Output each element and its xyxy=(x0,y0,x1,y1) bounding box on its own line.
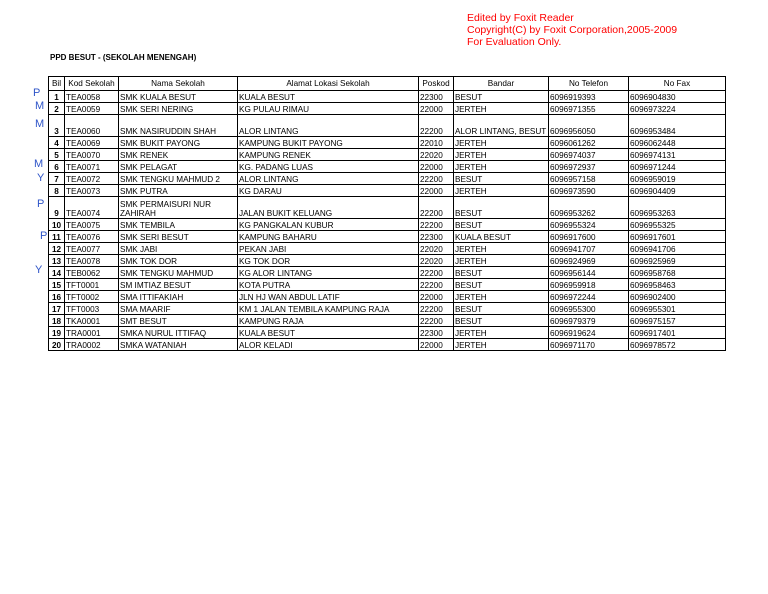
cell-poskod: 22000 xyxy=(419,103,454,115)
cell-no-fax: 6096973224 xyxy=(629,103,726,115)
cell-no-fax: 6096941706 xyxy=(629,243,726,255)
cell-bil: 19 xyxy=(49,327,65,339)
watermark-line: For Evaluation Only. xyxy=(467,36,562,48)
cell-poskod: 22200 xyxy=(419,115,454,137)
table-row xyxy=(49,339,726,351)
header-no-telefon: No Telefon xyxy=(549,77,629,91)
cell-no-fax: 6096955325 xyxy=(629,219,726,231)
cell-nama-sekolah: SMKA NURUL ITTIFAQ xyxy=(119,327,238,339)
table-row xyxy=(49,327,726,339)
cell-bil: 5 xyxy=(49,149,65,161)
table-row xyxy=(49,279,726,291)
cell-alamat: KAMPUNG BAHARU xyxy=(238,231,419,243)
cell-alamat: KG PANGKALAN KUBUR xyxy=(238,219,419,231)
cell-kod-sekolah: TEA0060 xyxy=(65,115,119,137)
cell-alamat: KG PULAU RIMAU xyxy=(238,103,419,115)
header-bandar: Bandar xyxy=(454,77,549,91)
cell-kod-sekolah: TEA0069 xyxy=(65,137,119,149)
cell-poskod: 22200 xyxy=(419,197,454,219)
cell-bandar: BESUT xyxy=(454,219,549,231)
cell-poskod: 22020 xyxy=(419,243,454,255)
cell-nama-sekolah: SMK SERI BESUT xyxy=(119,231,238,243)
cell-alamat: KG. PADANG LUAS xyxy=(238,161,419,173)
cell-poskod: 22200 xyxy=(419,173,454,185)
cell-poskod: 22200 xyxy=(419,315,454,327)
cell-bandar: JERTEH xyxy=(454,243,549,255)
cell-no-fax: 6096904409 xyxy=(629,185,726,197)
side-marker: Y xyxy=(35,264,43,276)
cell-kod-sekolah: TEA0059 xyxy=(65,103,119,115)
cell-bil: 17 xyxy=(49,303,65,315)
cell-no-telefon: 6096919393 xyxy=(549,91,629,103)
cell-no-telefon: 6096957158 xyxy=(549,173,629,185)
cell-alamat: KG DARAU xyxy=(238,185,419,197)
cell-nama-sekolah: SMK TOK DOR xyxy=(119,255,238,267)
cell-bil: 3 xyxy=(49,115,65,137)
table-row xyxy=(49,115,726,137)
cell-no-telefon: 6096924969 xyxy=(549,255,629,267)
cell-alamat: KUALA BESUT xyxy=(238,91,419,103)
table-row xyxy=(49,173,726,185)
cell-bil: 14 xyxy=(49,267,65,279)
cell-bandar: JERTEH xyxy=(454,103,549,115)
cell-poskod: 22200 xyxy=(419,267,454,279)
table-row xyxy=(49,303,726,315)
cell-no-fax: 6096902400 xyxy=(629,291,726,303)
side-marker: P xyxy=(40,230,48,242)
cell-poskod: 22300 xyxy=(419,231,454,243)
table-row xyxy=(49,315,726,327)
cell-no-fax: 6096975157 xyxy=(629,315,726,327)
cell-bandar: JERTEH xyxy=(454,185,549,197)
cell-no-fax: 6096971244 xyxy=(629,161,726,173)
cell-no-fax: 6096978572 xyxy=(629,339,726,351)
cell-kod-sekolah: TEA0070 xyxy=(65,149,119,161)
cell-bil: 2 xyxy=(49,103,65,115)
cell-bandar: JERTEH xyxy=(454,339,549,351)
cell-no-fax: 6096917401 xyxy=(629,327,726,339)
cell-nama-sekolah: SMK NASIRUDDIN SHAH xyxy=(119,115,238,137)
table-row xyxy=(49,103,726,115)
cell-bandar: BESUT xyxy=(454,303,549,315)
cell-no-fax: 6096958768 xyxy=(629,267,726,279)
cell-kod-sekolah: TFT0001 xyxy=(65,279,119,291)
side-marker: M xyxy=(35,100,45,112)
cell-bandar: BESUT xyxy=(454,267,549,279)
cell-no-telefon: 6096953262 xyxy=(549,197,629,219)
cell-bil: 16 xyxy=(49,291,65,303)
cell-poskod: 22300 xyxy=(419,327,454,339)
cell-no-telefon: 6096972244 xyxy=(549,291,629,303)
header-kod-sekolah: Kod Sekolah xyxy=(65,77,119,91)
cell-kod-sekolah: TRA0002 xyxy=(65,339,119,351)
cell-bil: 12 xyxy=(49,243,65,255)
cell-bandar: ALOR LINTANG, BESUT xyxy=(454,115,549,137)
school-table xyxy=(48,76,726,351)
header-alamat: Alamat Lokasi Sekolah xyxy=(238,77,419,91)
cell-nama-sekolah: SMK RENEK xyxy=(119,149,238,161)
cell-no-telefon: 6096971170 xyxy=(549,339,629,351)
cell-kod-sekolah: TFT0003 xyxy=(65,303,119,315)
side-marker: M xyxy=(35,118,45,130)
cell-kod-sekolah: TEA0077 xyxy=(65,243,119,255)
cell-alamat: KAMPUNG BUKIT PAYONG xyxy=(238,137,419,149)
cell-poskod: 22200 xyxy=(419,219,454,231)
watermark-line: Edited by Foxit Reader xyxy=(467,12,574,24)
cell-nama-sekolah: SMK TENGKU MAHMUD xyxy=(119,267,238,279)
cell-bandar: JERTEH xyxy=(454,255,549,267)
cell-no-fax: 6096925969 xyxy=(629,255,726,267)
cell-bil: 9 xyxy=(49,197,65,219)
cell-alamat: JLN HJ WAN ABDUL LATIF xyxy=(238,291,419,303)
cell-no-telefon: 6096956050 xyxy=(549,115,629,137)
cell-no-fax: 6096974131 xyxy=(629,149,726,161)
cell-no-telefon: 6096971355 xyxy=(549,103,629,115)
table-row xyxy=(49,197,726,219)
cell-bil: 11 xyxy=(49,231,65,243)
table-row xyxy=(49,291,726,303)
cell-kod-sekolah: TEA0078 xyxy=(65,255,119,267)
cell-nama-sekolah: SMK PELAGAT xyxy=(119,161,238,173)
side-marker: P xyxy=(37,198,45,210)
cell-poskod: 22000 xyxy=(419,161,454,173)
cell-kod-sekolah: TEA0058 xyxy=(65,91,119,103)
table-row xyxy=(49,267,726,279)
cell-no-telefon: 6096973590 xyxy=(549,185,629,197)
cell-poskod: 22010 xyxy=(419,137,454,149)
cell-nama-sekolah: SMK TENGKU MAHMUD 2 xyxy=(119,173,238,185)
cell-no-fax: 6096904830 xyxy=(629,91,726,103)
cell-bil: 20 xyxy=(49,339,65,351)
cell-bandar: JERTEH xyxy=(454,291,549,303)
cell-no-fax: 6096958463 xyxy=(629,279,726,291)
cell-alamat: ALOR LINTANG xyxy=(238,173,419,185)
table-row xyxy=(49,91,726,103)
cell-poskod: 22020 xyxy=(419,255,454,267)
cell-no-fax: 6096953263 xyxy=(629,197,726,219)
cell-kod-sekolah: TEA0076 xyxy=(65,231,119,243)
cell-bandar: KUALA BESUT xyxy=(454,231,549,243)
cell-kod-sekolah: TEA0072 xyxy=(65,173,119,185)
cell-kod-sekolah: TRA0001 xyxy=(65,327,119,339)
cell-poskod: 22300 xyxy=(419,91,454,103)
header-no-fax: No Fax xyxy=(629,77,726,91)
cell-no-fax: 6096917601 xyxy=(629,231,726,243)
cell-nama-sekolah: SMK BUKIT PAYONG xyxy=(119,137,238,149)
cell-nama-sekolah: SMK PUTRA xyxy=(119,185,238,197)
cell-kod-sekolah: TEA0073 xyxy=(65,185,119,197)
cell-no-fax: 6096062448 xyxy=(629,137,726,149)
cell-poskod: 22200 xyxy=(419,279,454,291)
cell-bil: 10 xyxy=(49,219,65,231)
side-marker: Y xyxy=(37,172,45,184)
cell-no-fax: 6096959019 xyxy=(629,173,726,185)
cell-bandar: BESUT xyxy=(454,197,549,219)
cell-alamat: JALAN BUKIT KELUANG xyxy=(238,197,419,219)
cell-bandar: JERTEH xyxy=(454,161,549,173)
cell-nama-sekolah: SMA MAARIF xyxy=(119,303,238,315)
cell-no-fax: 6096953484 xyxy=(629,115,726,137)
document-title: PPD BESUT - (SEKOLAH MENENGAH) xyxy=(50,53,197,62)
cell-kod-sekolah: TEA0071 xyxy=(65,161,119,173)
cell-no-telefon: 6096972937 xyxy=(549,161,629,173)
cell-poskod: 22000 xyxy=(419,291,454,303)
cell-alamat: KM 1 JALAN TEMBILA KAMPUNG RAJA xyxy=(238,303,419,315)
cell-poskod: 22000 xyxy=(419,185,454,197)
side-marker: M xyxy=(34,158,44,170)
cell-nama-sekolah: SMK SERI NERING xyxy=(119,103,238,115)
header-bil: Bil xyxy=(49,77,65,91)
cell-alamat: ALOR LINTANG xyxy=(238,115,419,137)
table-row xyxy=(49,137,726,149)
cell-bil: 4 xyxy=(49,137,65,149)
cell-alamat: KG ALOR LINTANG xyxy=(238,267,419,279)
cell-bandar: BESUT xyxy=(454,173,549,185)
table-row xyxy=(49,243,726,255)
cell-alamat: KAMPUNG RENEK xyxy=(238,149,419,161)
cell-bandar: BESUT xyxy=(454,91,549,103)
cell-no-telefon: 6096917600 xyxy=(549,231,629,243)
cell-kod-sekolah: TFT0002 xyxy=(65,291,119,303)
cell-nama-sekolah: SMA ITTIFAKIAH xyxy=(119,291,238,303)
cell-alamat: KAMPUNG RAJA xyxy=(238,315,419,327)
cell-bandar: JERTEH xyxy=(454,327,549,339)
cell-poskod: 22020 xyxy=(419,149,454,161)
cell-nama-sekolah: SMK JABI xyxy=(119,243,238,255)
cell-nama-sekolah: SMT BESUT xyxy=(119,315,238,327)
cell-bil: 18 xyxy=(49,315,65,327)
cell-alamat: KG TOK DOR xyxy=(238,255,419,267)
cell-kod-sekolah: TKA0001 xyxy=(65,315,119,327)
cell-kod-sekolah: TEB0062 xyxy=(65,267,119,279)
cell-no-telefon: 6096941707 xyxy=(549,243,629,255)
cell-poskod: 22200 xyxy=(419,303,454,315)
table-row xyxy=(49,149,726,161)
cell-alamat: ALOR KELADI xyxy=(238,339,419,351)
cell-bil: 1 xyxy=(49,91,65,103)
cell-alamat: PEKAN JABI xyxy=(238,243,419,255)
cell-kod-sekolah: TEA0075 xyxy=(65,219,119,231)
table-body xyxy=(49,91,726,351)
cell-poskod: 22000 xyxy=(419,339,454,351)
cell-nama-sekolah: SM IMTIAZ BESUT xyxy=(119,279,238,291)
cell-nama-sekolah: SMK PERMAISURI NUR ZAHIRAH xyxy=(119,197,238,219)
cell-nama-sekolah: SMK TEMBILA xyxy=(119,219,238,231)
cell-bandar: BESUT xyxy=(454,315,549,327)
header-poskod: Poskod xyxy=(419,77,454,91)
table-header-row xyxy=(49,77,726,91)
cell-alamat: KUALA BESUT xyxy=(238,327,419,339)
watermark-line: Copyright(C) by Foxit Corporation,2005-2009 xyxy=(467,24,678,36)
cell-no-fax: 6096955301 xyxy=(629,303,726,315)
foxit-watermark xyxy=(467,12,677,48)
cell-bil: 15 xyxy=(49,279,65,291)
cell-no-telefon: 6096919624 xyxy=(549,327,629,339)
side-marker: P xyxy=(33,87,41,99)
cell-no-telefon: 6096979379 xyxy=(549,315,629,327)
cell-nama-sekolah: SMKA WATANIAH xyxy=(119,339,238,351)
header-nama-sekolah: Nama Sekolah xyxy=(119,77,238,91)
cell-no-telefon: 6096959918 xyxy=(549,279,629,291)
cell-bandar: BESUT xyxy=(454,279,549,291)
table-row xyxy=(49,255,726,267)
table-row xyxy=(49,231,726,243)
cell-no-telefon: 6096955300 xyxy=(549,303,629,315)
cell-bil: 7 xyxy=(49,173,65,185)
cell-nama-sekolah: SMK KUALA BESUT xyxy=(119,91,238,103)
cell-bandar: JERTEH xyxy=(454,137,549,149)
table-row xyxy=(49,161,726,173)
cell-bandar: JERTEH xyxy=(454,149,549,161)
cell-bil: 13 xyxy=(49,255,65,267)
table-row xyxy=(49,185,726,197)
cell-no-telefon: 6096956144 xyxy=(549,267,629,279)
cell-alamat: KOTA PUTRA xyxy=(238,279,419,291)
cell-bil: 6 xyxy=(49,161,65,173)
cell-kod-sekolah: TEA0074 xyxy=(65,197,119,219)
cell-no-telefon: 6096955324 xyxy=(549,219,629,231)
table-row xyxy=(49,219,726,231)
cell-no-telefon: 6096974037 xyxy=(549,149,629,161)
cell-no-telefon: 6096061262 xyxy=(549,137,629,149)
cell-bil: 8 xyxy=(49,185,65,197)
